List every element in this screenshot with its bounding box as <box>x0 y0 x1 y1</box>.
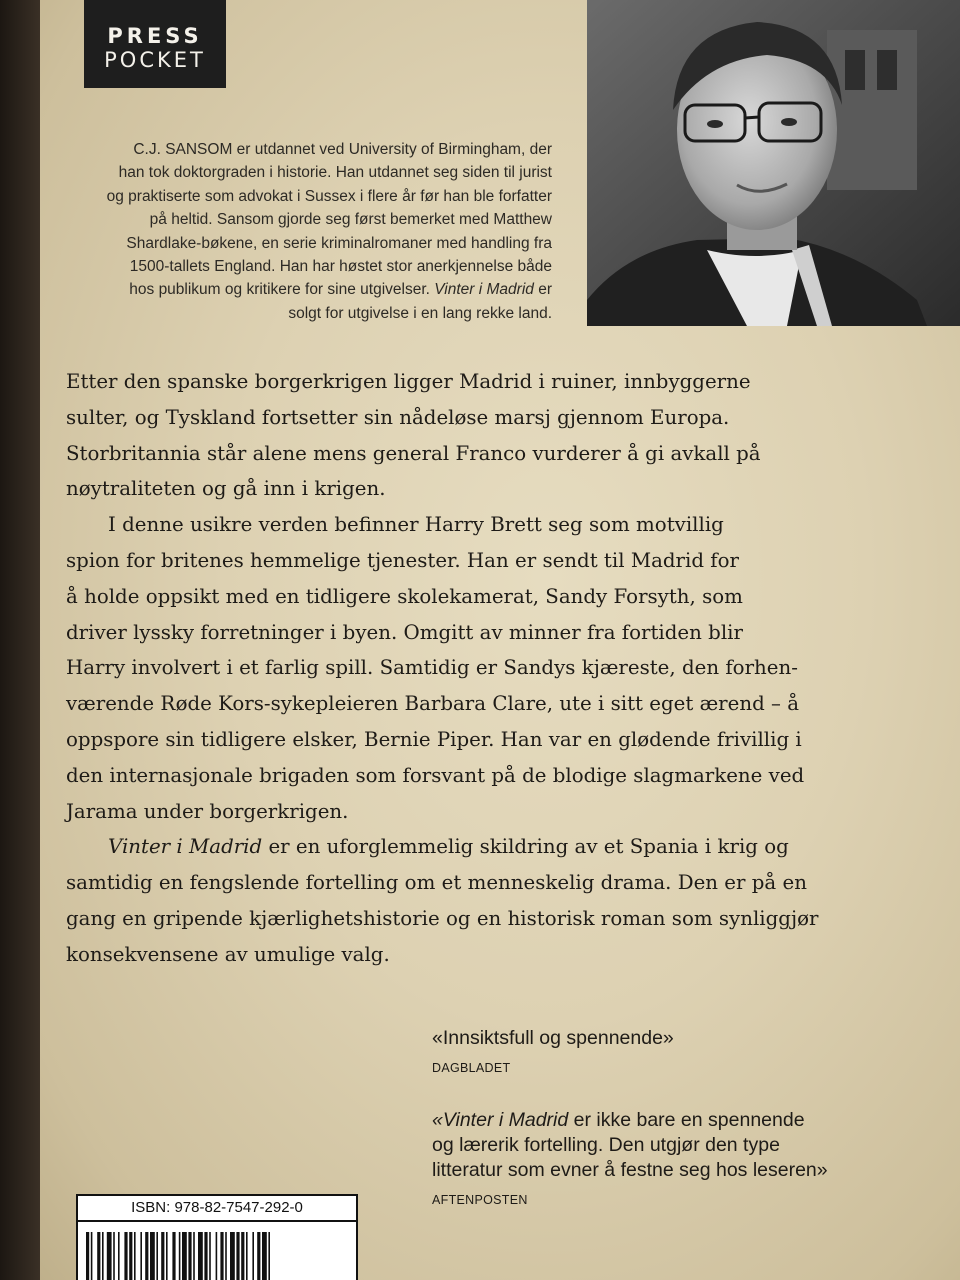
barcode-bar <box>209 1232 211 1280</box>
barcode-bar <box>97 1232 100 1280</box>
barcode-bar <box>198 1232 203 1280</box>
book-back-cover <box>40 0 960 1280</box>
barcode-bar <box>182 1232 187 1280</box>
logo-line-1: PRESS <box>107 24 203 48</box>
barcode-bar <box>113 1232 115 1280</box>
description-line: Harry involvert i et farlig spill. Samtidig er Sandys kjæreste, den forhen- <box>66 656 798 680</box>
book-description <box>66 364 846 973</box>
description-line: driver lyssky forretninger i byen. Omgitt av minner fra fortiden blir <box>66 620 743 644</box>
book-title: Vinter i Madrid <box>434 281 534 299</box>
barcode-bar <box>252 1232 254 1280</box>
quote-text: «Innsiktsfull og spennende» <box>432 1027 674 1049</box>
description-line: samtidig en fengslende fortelling om et menneskelig drama. Den er på en <box>66 871 807 895</box>
logo-line-2: POCKET <box>104 48 206 72</box>
bio-line: Shardlake-bøkene, en serie kriminalromaner med handling fra <box>126 234 552 252</box>
bio-text: hos publikum og kritikere for sine utgivelser. <box>129 281 435 299</box>
description-line: I denne usikre verden befinner Harry Brett seg som motvillig <box>108 513 724 537</box>
description-line: sulter, og Tyskland fortsetter sin nådeløse marsj gjennom Europa. <box>66 405 730 429</box>
barcode-bar <box>172 1232 175 1280</box>
bio-line <box>90 278 552 301</box>
description-text: er en uforglemmelig skildring av et Spania i krig og <box>262 835 789 859</box>
review-quote-2 <box>432 1108 828 1207</box>
table-edge <box>0 0 40 1280</box>
barcode-bar <box>193 1232 195 1280</box>
description-line: gang en gripende kjærlighetshistorie og en historisk roman som synliggjør <box>66 906 819 930</box>
description-line: oppspore sin tidligere elsker, Bernie Piper. Han var en glødende frivillig i <box>66 727 802 751</box>
author-photo <box>587 0 960 326</box>
description-line: Etter den spanske borgerkrigen ligger Madrid i ruiner, innbyggerne <box>66 370 751 393</box>
barcode-bar <box>145 1232 148 1280</box>
bio-line: solgt for utgivelse i en lang rekke land. <box>288 304 552 322</box>
barcode-bar <box>262 1232 267 1280</box>
author-bio <box>90 138 552 325</box>
bio-line: C.J. SANSOM er utdannet ved University of Birmingham, der <box>133 141 552 158</box>
barcode-bar <box>241 1232 244 1280</box>
barcode-bar <box>188 1232 191 1280</box>
barcode-bar <box>156 1232 158 1280</box>
bio-line: på heltid. Sansom gjorde seg først bemerket med Matthew <box>149 211 552 229</box>
barcode-bar <box>166 1232 168 1280</box>
portrait-image <box>587 0 960 326</box>
barcode-bar <box>257 1232 260 1280</box>
quote-line: og lærerik fortelling. Den utgjør den type <box>432 1134 780 1156</box>
barcode-bar <box>91 1232 93 1280</box>
barcode-bar <box>225 1232 227 1280</box>
quote-text: er ikke bare en spennende <box>568 1109 805 1131</box>
description-line: spion for britenes hemmelige tjenester. Han er sendt til Madrid for <box>66 548 739 572</box>
publisher-logo <box>84 0 226 88</box>
barcode-bar <box>161 1232 164 1280</box>
book-title: «Vinter i Madrid <box>432 1109 569 1131</box>
barcode-bar <box>246 1232 248 1280</box>
barcode-graphic <box>86 1232 348 1280</box>
barcode-bar <box>118 1232 120 1280</box>
barcode-bar <box>124 1232 127 1280</box>
barcode-bar <box>107 1232 112 1280</box>
book-title: Vinter i Madrid <box>108 835 263 859</box>
bio-line: og praktiserte som advokat i Sussex i flere år før han ble forfatter <box>106 187 552 205</box>
barcode-bar <box>86 1232 89 1280</box>
barcode-bar <box>204 1232 207 1280</box>
description-line: værende Røde Kors-sykepleieren Barbara Clare, ute i sitt eget ærend – å <box>66 692 800 716</box>
bio-line: 1500-tallets England. Han har høstet stor anerkjennelse både <box>129 258 552 276</box>
isbn-label: ISBN: 978-82-7547-292-0 <box>78 1196 356 1222</box>
description-line: Storbritannia står alene mens general Franco vurderer å gi avkall på <box>66 441 761 465</box>
quote-line <box>432 1108 828 1133</box>
barcode-bar <box>129 1232 132 1280</box>
barcode-bar <box>140 1232 142 1280</box>
quote-source: DAGBLADET <box>432 1061 511 1075</box>
bio-line: han tok doktorgraden i historie. Han utdannet seg siden til jurist <box>118 164 552 182</box>
barcode-bar <box>179 1232 181 1280</box>
description-line: nøytraliteten og gå inn i krigen. <box>66 477 386 501</box>
description-line: konsekvensene av umulige valg. <box>66 942 390 966</box>
barcode-bar <box>150 1232 155 1280</box>
isbn-barcode-box <box>76 1194 358 1280</box>
review-quote-1 <box>432 1026 674 1075</box>
barcode-bar <box>268 1232 270 1280</box>
description-line: den internasjonale brigaden som forsvant på de blodige slagmarkene ved <box>66 763 805 787</box>
barcode-bar <box>220 1232 223 1280</box>
barcode-bar <box>134 1232 136 1280</box>
quote-line: litteratur som evner å festne seg hos leseren» <box>432 1159 828 1181</box>
description-line <box>66 829 846 865</box>
barcode-bar <box>230 1232 235 1280</box>
barcode-bar <box>102 1232 104 1280</box>
bio-text: er <box>533 281 552 299</box>
quote-source: AFTENPOSTEN <box>432 1193 528 1207</box>
description-line: Jarama under borgerkrigen. <box>66 799 349 823</box>
barcode-bar <box>216 1232 218 1280</box>
barcode-bar <box>236 1232 239 1280</box>
description-line: å holde oppsikt med en tidligere skolekamerat, Sandy Forsyth, som <box>66 584 743 608</box>
